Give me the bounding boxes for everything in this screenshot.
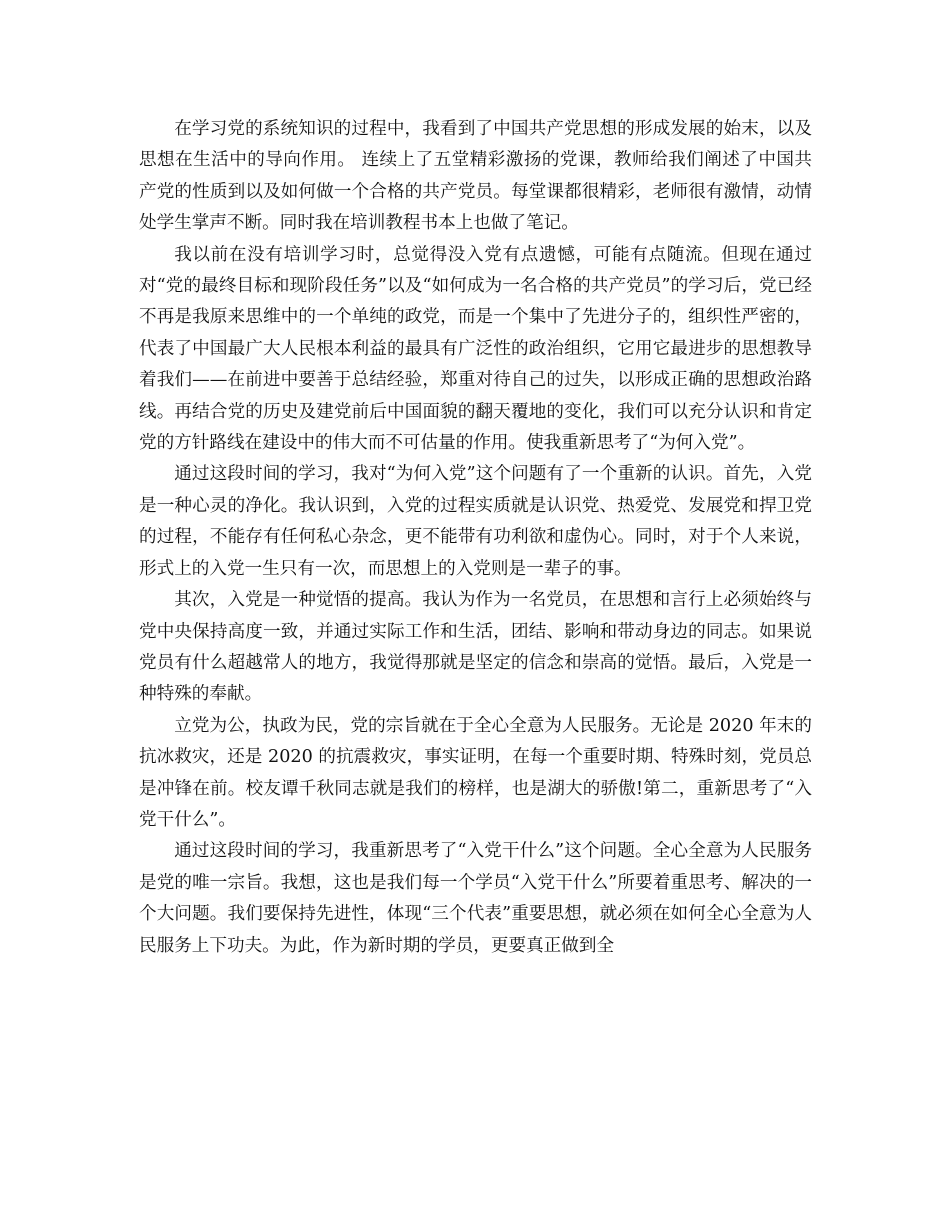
paragraph-2: 我以前在没有培训学习时，总觉得没入党有点遗憾，可能有点随流。但现在通过对“党的最终目标和现阶段任务”以及“如何成为一名合格的共产党员”的学习后，党已经不再是我原来思维中的一个单纯的政党，而是一个集中了先进分子的，组织性严密的，代表了中国最广大人民根本利益的最具有广泛性的政治组织，它用它最进步的思想教导着我们——在前进中要善于总结经验，郑重对待自己的过失，以形成正确的思想政治路线。再结合党的历史及建党前后中国面貌的翻天覆地的变化，我们可以充分认识和肯定党的方针路线在建设中的伟大而不可估量的作用。使我重新思考了“为何入党”。 [139, 244, 812, 454]
document-body [139, 114, 812, 962]
paragraph-5: 立党为公，执政为民，党的宗旨就在于全心全意为人民服务。无论是 2020 年末的抗冰救灾，还是 2020 的抗震救灾，事实证明，在每一个重要时期、特殊时刻，党员总是冲锋在前。校友谭千秋同志就是我们的榜样，也是湖大的骄傲!第二，重新思考了“入党干什么”。 [139, 715, 812, 830]
paragraph-1: 在学习党的系统知识的过程中，我看到了中国共产党思想的形成发展的始末，以及思想在生活中的导向作用。 连续上了五堂精彩激扬的党课，教师给我们阐述了中国共产党的性质到以及如何做一个合格的共产党员。每堂课都很精彩，老师很有激情，动情处学生掌声不断。同时我在培训教程书本上也做了笔记。 [139, 119, 812, 234]
paragraph-3: 通过这段时间的学习，我对“为何入党”这个问题有了一个重新的认识。首先，入党是一种心灵的净化。我认识到，入党的过程实质就是认识党、热爱党、发展党和捍卫党的过程，不能存有任何私心杂念，更不能带有功利欲和虚伪心。同时，对于个人来说，形式上的入党一生只有一次，而思想上的入党则是一辈子的事。 [139, 464, 812, 579]
paragraph-4: 其次，入党是一种觉悟的提高。我认为作为一名党员，在思想和言行上必须始终与党中央保持高度一致，并通过实际工作和生活，团结、影响和带动身边的同志。如果说党员有什么超越常人的地方，我觉得那就是坚定的信念和崇高的觉悟。最后，入党是一种特殊的奉献。 [139, 590, 812, 705]
paragraph-6: 通过这段时间的学习，我重新思考了“入党干什么”这个问题。全心全意为人民服务是党的唯一宗旨。我想，这也是我们每一个学员“入党干什么”所要着重思考、解决的一个大问题。我们要保持先进性，体现“三个代表”重要思想，就必须在如何全心全意为人民服务上下功夫。为此，作为新时期的学员，更要真正做到全 [139, 841, 812, 956]
